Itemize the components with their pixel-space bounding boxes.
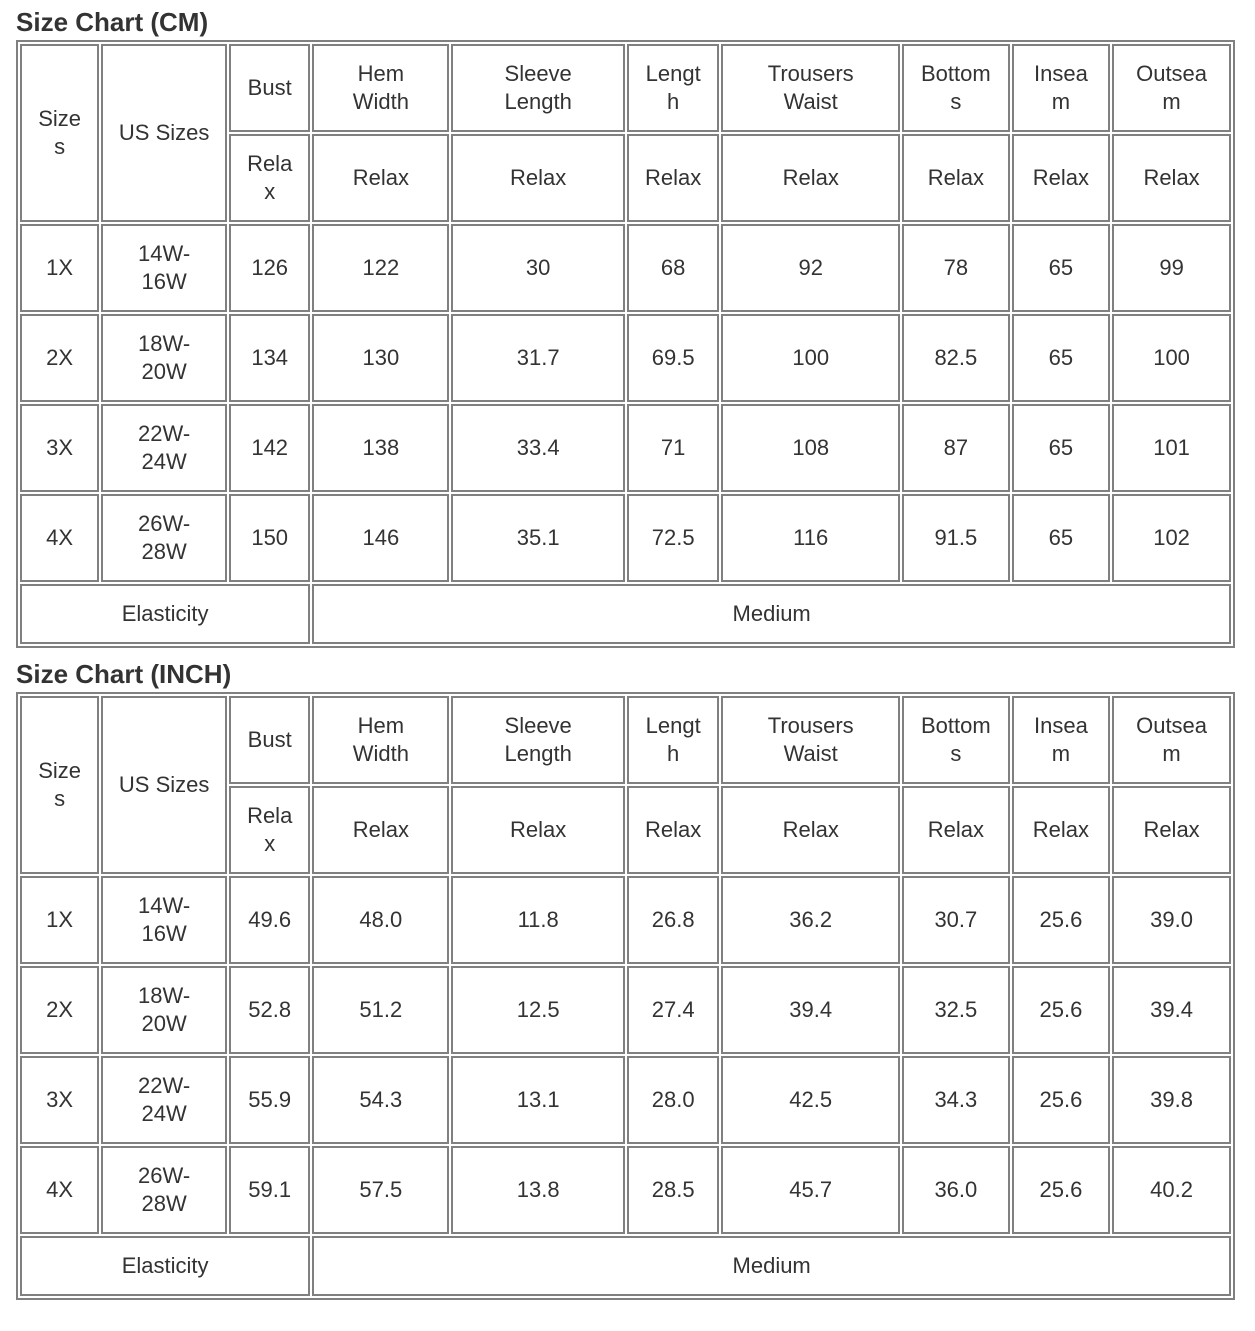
table-row (20, 224, 1231, 312)
table-row (20, 966, 1231, 1054)
value-cell: 25.6 (1012, 876, 1110, 964)
table-row (20, 876, 1231, 964)
value-cell: 130 (312, 314, 449, 402)
value-cell: 69.5 (627, 314, 719, 402)
us-size-cell: 18W- 20W (101, 966, 227, 1054)
value-cell: 78 (902, 224, 1010, 312)
value-cell: 150 (229, 494, 310, 582)
value-cell: 25.6 (1012, 1056, 1110, 1144)
value-cell: 82.5 (902, 314, 1010, 402)
subheader-relax-bust: Rela x (229, 134, 310, 222)
header-bust: Bust (229, 696, 310, 784)
elasticity-value: Medium (312, 584, 1231, 644)
size-cell: 1X (20, 224, 99, 312)
size-cell: 2X (20, 314, 99, 402)
value-cell: 13.8 (451, 1146, 625, 1234)
value-cell: 100 (721, 314, 900, 402)
value-cell: 54.3 (312, 1056, 449, 1144)
value-cell: 65 (1012, 224, 1110, 312)
value-cell: 36.2 (721, 876, 900, 964)
us-size-cell: 22W- 24W (101, 404, 227, 492)
us-size-cell: 18W- 20W (101, 314, 227, 402)
size-cell: 3X (20, 1056, 99, 1144)
value-cell: 39.0 (1112, 876, 1231, 964)
value-cell: 134 (229, 314, 310, 402)
subheader-relax: Relax (1012, 134, 1110, 222)
elasticity-row (20, 1236, 1231, 1296)
header-bust: Bust (229, 44, 310, 132)
value-cell: 71 (627, 404, 719, 492)
value-cell: 12.5 (451, 966, 625, 1054)
subheader-relax: Relax (1112, 134, 1231, 222)
value-cell: 55.9 (229, 1056, 310, 1144)
header-row (20, 696, 1231, 784)
value-cell: 39.8 (1112, 1056, 1231, 1144)
value-cell: 108 (721, 404, 900, 492)
value-cell: 126 (229, 224, 310, 312)
value-cell: 59.1 (229, 1146, 310, 1234)
value-cell: 65 (1012, 314, 1110, 402)
value-cell: 91.5 (902, 494, 1010, 582)
us-size-cell: 14W- 16W (101, 224, 227, 312)
value-cell: 48.0 (312, 876, 449, 964)
header-hem-width: Hem Width (312, 44, 449, 132)
value-cell: 99 (1112, 224, 1231, 312)
value-cell: 138 (312, 404, 449, 492)
value-cell: 39.4 (1112, 966, 1231, 1054)
value-cell: 87 (902, 404, 1010, 492)
value-cell: 42.5 (721, 1056, 900, 1144)
header-length: Lengt h (627, 696, 719, 784)
header-trousers-waist: Trousers Waist (721, 44, 900, 132)
subheader-relax: Relax (312, 134, 449, 222)
size-cell: 2X (20, 966, 99, 1054)
value-cell: 34.3 (902, 1056, 1010, 1144)
header-sizes: Size s (20, 44, 99, 222)
value-cell: 51.2 (312, 966, 449, 1054)
subheader-relax: Relax (312, 786, 449, 874)
header-row (20, 44, 1231, 132)
value-cell: 116 (721, 494, 900, 582)
size-cell: 1X (20, 876, 99, 964)
value-cell: 57.5 (312, 1146, 449, 1234)
size-cell: 4X (20, 494, 99, 582)
header-hem-width: Hem Width (312, 696, 449, 784)
header-inseam: Insea m (1012, 696, 1110, 784)
subheader-relax: Relax (627, 134, 719, 222)
value-cell: 101 (1112, 404, 1231, 492)
header-sleeve-length: Sleeve Length (451, 44, 625, 132)
header-length: Lengt h (627, 44, 719, 132)
value-cell: 146 (312, 494, 449, 582)
value-cell: 25.6 (1012, 1146, 1110, 1234)
value-cell: 72.5 (627, 494, 719, 582)
subheader-relax: Relax (902, 786, 1010, 874)
value-cell: 32.5 (902, 966, 1010, 1054)
value-cell: 13.1 (451, 1056, 625, 1144)
header-outseam: Outsea m (1112, 44, 1231, 132)
size-cell: 3X (20, 404, 99, 492)
value-cell: 30 (451, 224, 625, 312)
value-cell: 40.2 (1112, 1146, 1231, 1234)
us-size-cell: 22W- 24W (101, 1056, 227, 1144)
header-outseam: Outsea m (1112, 696, 1231, 784)
table-row (20, 494, 1231, 582)
size-chart-inch-table (16, 692, 1235, 1300)
value-cell: 100 (1112, 314, 1231, 402)
header-us-sizes: US Sizes (101, 44, 227, 222)
value-cell: 26.8 (627, 876, 719, 964)
size-chart-cm-table (16, 40, 1235, 648)
value-cell: 33.4 (451, 404, 625, 492)
subheader-relax: Relax (902, 134, 1010, 222)
value-cell: 92 (721, 224, 900, 312)
size-chart-cm-title: Size Chart (CM) (16, 7, 209, 37)
value-cell: 65 (1012, 404, 1110, 492)
elasticity-value: Medium (312, 1236, 1231, 1296)
table-row (20, 1146, 1231, 1234)
subheader-relax: Relax (627, 786, 719, 874)
value-cell: 30.7 (902, 876, 1010, 964)
subheader-relax: Relax (721, 786, 900, 874)
value-cell: 27.4 (627, 966, 719, 1054)
table-row (20, 314, 1231, 402)
value-cell: 45.7 (721, 1146, 900, 1234)
subheader-relax: Relax (1012, 786, 1110, 874)
value-cell: 49.6 (229, 876, 310, 964)
table-row (20, 404, 1231, 492)
subheader-relax: Relax (1112, 786, 1231, 874)
value-cell: 102 (1112, 494, 1231, 582)
value-cell: 142 (229, 404, 310, 492)
elasticity-label: Elasticity (20, 1236, 310, 1296)
value-cell: 28.0 (627, 1056, 719, 1144)
subheader-relax: Relax (451, 134, 625, 222)
elasticity-row (20, 584, 1231, 644)
subheader-relax: Relax (451, 786, 625, 874)
value-cell: 31.7 (451, 314, 625, 402)
header-trousers-waist: Trousers Waist (721, 696, 900, 784)
header-sizes: Size s (20, 696, 99, 874)
us-size-cell: 26W- 28W (101, 494, 227, 582)
size-chart-inch-title: Size Chart (INCH) (16, 659, 232, 689)
subheader-relax-bust: Rela x (229, 786, 310, 874)
value-cell: 36.0 (902, 1146, 1010, 1234)
value-cell: 11.8 (451, 876, 625, 964)
header-inseam: Insea m (1012, 44, 1110, 132)
elasticity-label: Elasticity (20, 584, 310, 644)
value-cell: 65 (1012, 494, 1110, 582)
header-us-sizes: US Sizes (101, 696, 227, 874)
header-sleeve-length: Sleeve Length (451, 696, 625, 784)
subheader-relax: Relax (721, 134, 900, 222)
us-size-cell: 26W- 28W (101, 1146, 227, 1234)
value-cell: 28.5 (627, 1146, 719, 1234)
value-cell: 35.1 (451, 494, 625, 582)
value-cell: 68 (627, 224, 719, 312)
header-bottoms: Bottom s (902, 44, 1010, 132)
value-cell: 39.4 (721, 966, 900, 1054)
size-cell: 4X (20, 1146, 99, 1234)
value-cell: 25.6 (1012, 966, 1110, 1054)
us-size-cell: 14W- 16W (101, 876, 227, 964)
table-row (20, 1056, 1231, 1144)
value-cell: 122 (312, 224, 449, 312)
header-bottoms: Bottom s (902, 696, 1010, 784)
value-cell: 52.8 (229, 966, 310, 1054)
